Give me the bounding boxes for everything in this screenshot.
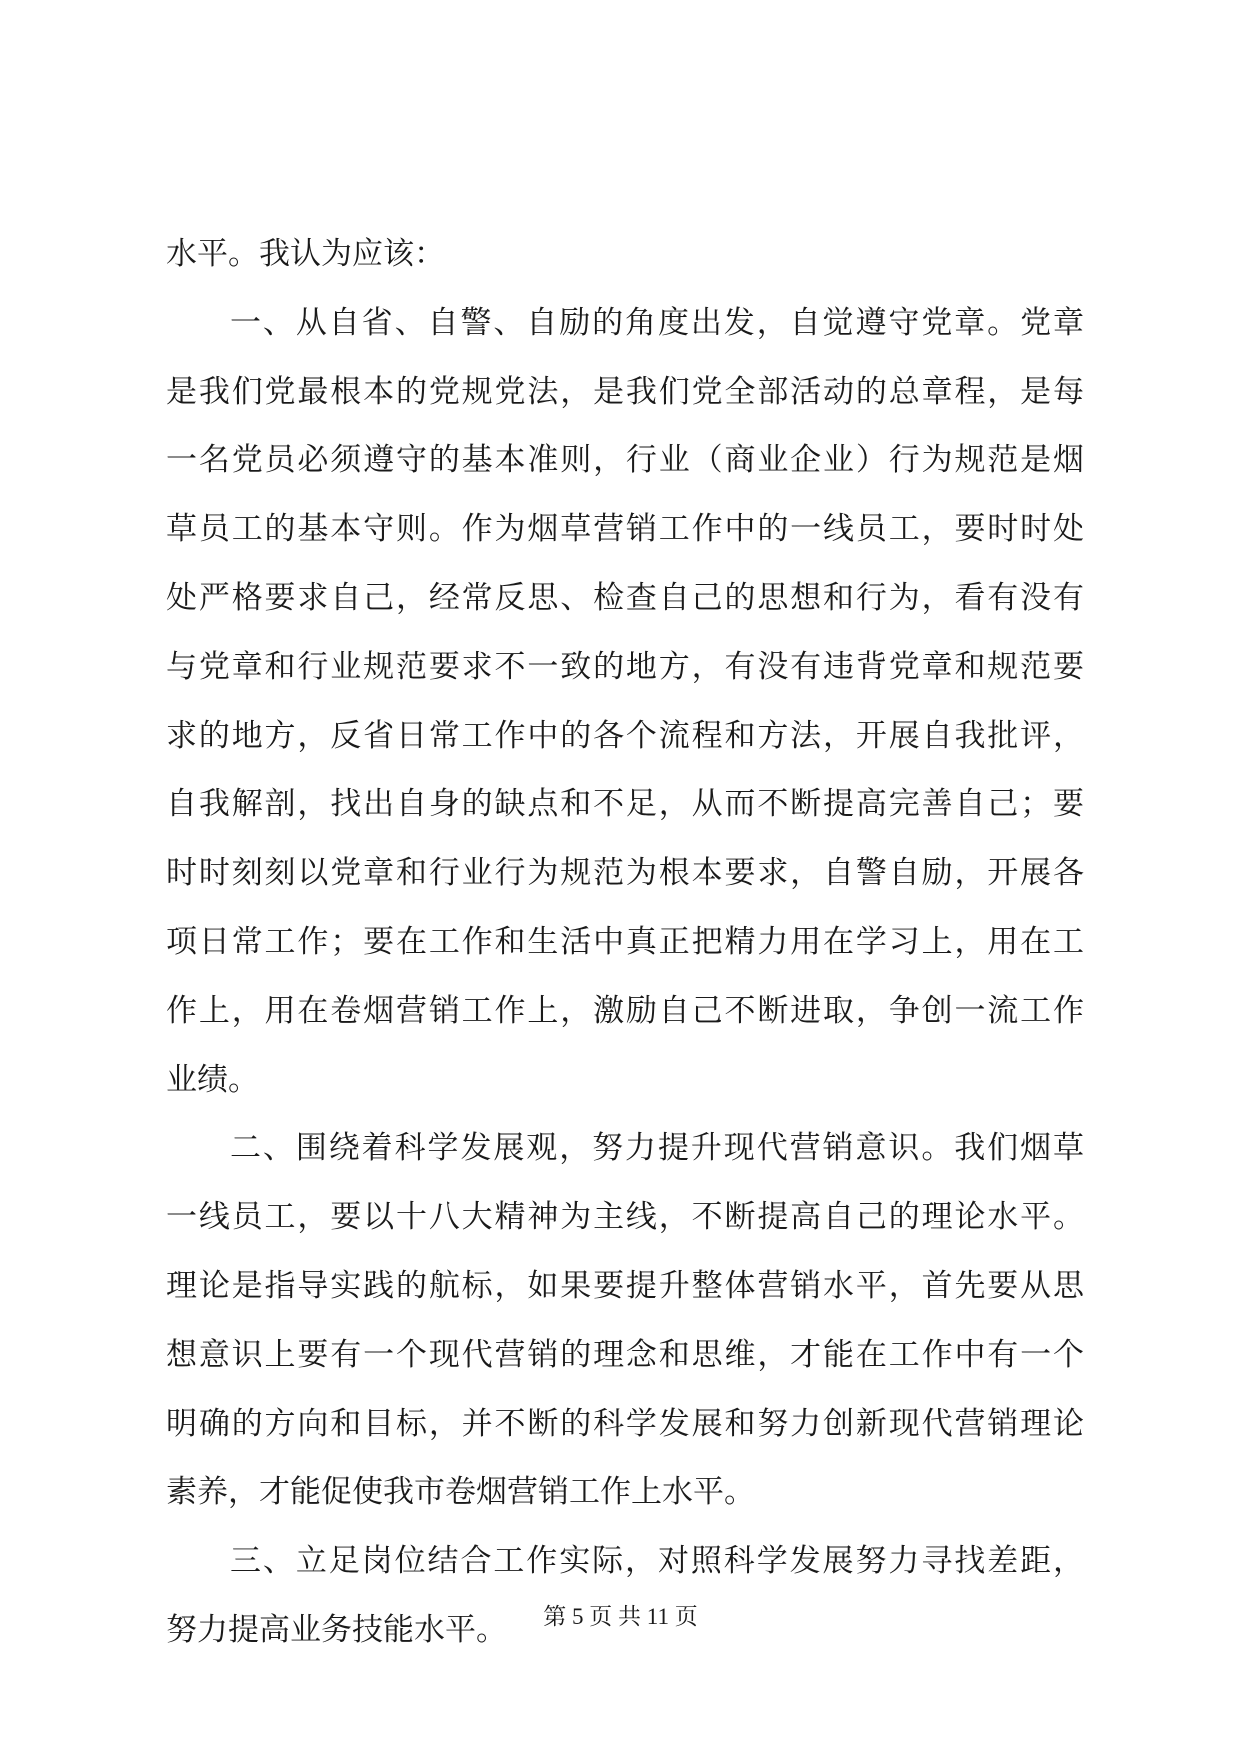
paragraph-3-start: 三、立足岗位结合工作实际，对照科学发展努力寻找差距， <box>230 1543 1084 1580</box>
text-line: 作上，用在卷烟营销工作上，激励自己不断进取，争创一流工作 <box>166 992 1084 1029</box>
page-footer <box>0 1602 1241 1632</box>
text-line: 自我解剖，找出自身的缺点和不足，从而不断提高完善自己；要 <box>166 786 1084 823</box>
text-line: 想意识上要有一个现代营销的理念和思维，才能在工作中有一个 <box>166 1336 1084 1373</box>
text-line: 水平。我认为应该： <box>166 236 445 272</box>
paragraph-1-start: 一、从自省、自警、自励的角度出发，自觉遵守党章。党章 <box>230 304 1084 341</box>
text-line: 业绩。 <box>166 1061 259 1098</box>
text-line: 处严格要求自己，经常反思、检查自己的思想和行为，看有没有 <box>166 579 1084 616</box>
text-line: 时时刻刻以党章和行业行为规范为根本要求，自警自励，开展各 <box>166 855 1084 892</box>
document-body <box>166 220 1084 1665</box>
text-line: 求的地方，反省日常工作中的各个流程和方法，开展自我批评， <box>166 717 1084 754</box>
text-line: 明确的方向和目标，并不断的科学发展和努力创新现代营销理论 <box>166 1405 1084 1442</box>
text-line: 一线员工，要以十八大精神为主线，不断提高自己的理论水平。 <box>166 1199 1084 1236</box>
text-line: 素养，才能促使我市卷烟营销工作上水平。 <box>166 1474 755 1511</box>
text-line: 与党章和行业规范要求不一致的地方，有没有违背党章和规范要 <box>166 648 1084 685</box>
text-line: 理论是指导实践的航标，如果要提升整体营销水平，首先要从思 <box>166 1267 1084 1304</box>
text-line: 草员工的基本守则。作为烟草营销工作中的一线员工，要时时处 <box>166 511 1084 548</box>
text-line: 努力提高业务技能水平。 <box>166 1611 507 1648</box>
text-line: 一名党员必须遵守的基本准则，行业（商业企业）行为规范是烟 <box>166 442 1084 479</box>
page-number-label: 第 5 页 共 11 页 <box>543 1604 698 1629</box>
text-line: 是我们党最根本的党规党法，是我们党全部活动的总章程，是每 <box>166 373 1084 410</box>
text-line: 项日常工作；要在工作和生活中真正把精力用在学习上，用在工 <box>166 923 1084 960</box>
paragraph-2-start: 二、围绕着科学发展观，努力提升现代营销意识。我们烟草 <box>230 1130 1084 1167</box>
